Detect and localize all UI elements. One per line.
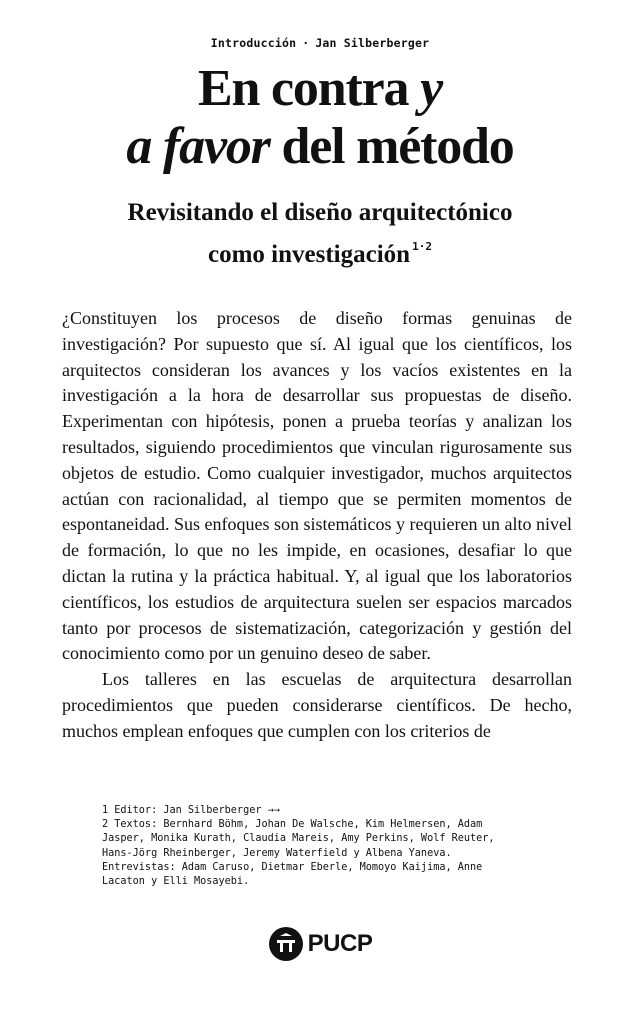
running-header [0,36,640,50]
section-label: Introducción [210,36,297,50]
header-author: Jan Silberberger [315,36,430,50]
title-part-2: y [420,60,442,117]
publisher-logo [0,926,640,962]
header-separator: · [302,36,310,50]
body-text [62,306,572,745]
title-part-1: En contra [198,60,409,117]
title-part-4: del método [281,118,514,175]
pucp-seal-icon [268,926,304,962]
paragraph-1: ¿Constituyen los procesos de diseño formas genuinas de investigación? Por supuesto que sí. Al igual que los científicos, los arquitectos consideran los avances y los vacíos existentes en la investigación a la hora de desarrollar sus propuestas de diseño. Experimentan con hipótesis, ponen a prueba teorías y analizan los resultados, siguiendo procedimientos que vinculan rigurosamente sus objetos de estudio. Como cualquier investigador, muchos arquitectos actúan con racionalidad, al tiempo que se permiten momentos de espontaneidad. Sus enfoques son sistemáticos y requieren un alto nivel de formación, lo que no les impide, en ocasiones, desafiar lo que dictan la rutina y la práctica habitual. Y, al igual que los laboratorios científicos, los estudios de arquitectura suelen ser espacios marcados tanto por procesos de sistematización, categorización y gestión del conocimiento como por un genuino deseo de saber. [62,308,572,664]
publisher-name: PUCP [307,930,373,957]
title-part-3: a favor [126,118,270,175]
subtitle-line-2: como investigación [208,241,411,268]
page-title [0,60,640,176]
footnote-refs: 1·2 [412,240,432,253]
subtitle-line-1: Revisitando el diseño arquitectónico [127,199,513,226]
page-subtitle [0,196,640,272]
footnote-1: 1 Editor: Jan Silberberger →→ [102,805,280,816]
paragraph-2: Los talleres en las escuelas de arquitectura desarrollan procedimientos que pueden considerarse científicos. De hecho, muchos emplean enfoques que cumplen con los criterios de [62,669,572,741]
footnote-2: 2 Textos: Bernhard Böhm, Johan De Walsche, Kim Helmersen, Adam Jasper, Monika Kurath, Claudia Mareis, Amy Perkins, Wolf Reuter, Hans-Jörg Rheinberger, Jeremy Waterfield y Albena Yaneva. Entrevistas: Adam Caruso, Dietmar Eberle, Momoyo Kaijima, Anne Lacaton y Elli Mosayebi. [102,819,495,888]
footnotes [102,804,512,889]
